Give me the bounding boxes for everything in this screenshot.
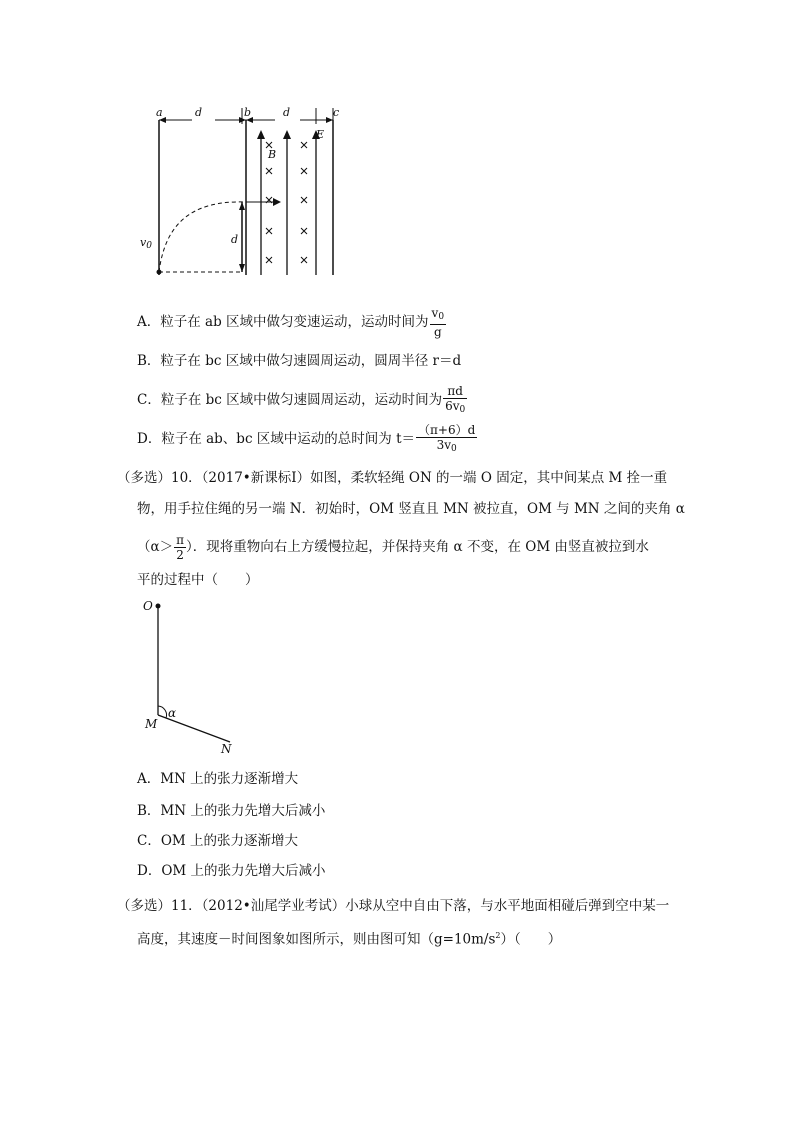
label-v0: $v_0$ <box>140 236 152 251</box>
q10-option-b[interactable]: B．MN 上的张力先增大后减小 <box>137 803 326 819</box>
q11-line-2: 高度，其速度－时间图象如图所示，则由图可知$(g=10m/s^2)$（ ） <box>137 931 562 948</box>
q10-option-c[interactable]: C．OM 上的张力逐渐增大 <box>137 833 299 849</box>
label-a: a <box>156 106 163 119</box>
rope-diagram <box>140 598 250 758</box>
label-d1: d <box>195 106 203 119</box>
label-O: O <box>143 599 153 613</box>
label-E: E <box>316 128 325 141</box>
field-diagram <box>130 100 360 285</box>
q9-option-a[interactable]: A．粒子在 ab 区域中做匀变速运动，运动时间为 $\frac{v_0}{g}$ <box>137 306 445 339</box>
q9-option-d[interactable]: D．粒子在 ab、bc 区域中运动的总时间为 t＝ $\frac{(\pi+6)d}{3v_0}$ <box>137 423 476 454</box>
q10-line-1: （多选）10．（2017•新课标Ⅰ）如图，柔软轻绳 ON 的一端 O 固定，其中间某点 M 拴一重 <box>117 470 668 486</box>
label-b: b <box>244 106 252 119</box>
q9-option-d-fraction: $\frac{(\pi+6)d}{3v_0}$ <box>418 423 476 454</box>
label-N: N <box>221 742 232 756</box>
label-d2: d <box>283 106 291 119</box>
q9-option-c-fraction: $\frac{\pi d}{6v_0}$ <box>445 384 466 415</box>
label-c: c <box>333 106 340 119</box>
q10-option-d[interactable]: D．OM 上的张力先增大后减小 <box>137 863 326 879</box>
q10-line-4: 平的过程中（ ） <box>137 572 259 588</box>
q10-line-3: （α＞ $\frac{\pi}{2}$ ）．现将重物向右上方缓慢拉起，并保持夹角 α 不变，在 OM 由竖直被拉到水 <box>137 533 649 562</box>
label-M: M <box>145 717 158 731</box>
q9-option-a-fraction: $\frac{v_0}{g}$ <box>431 306 445 339</box>
q10-line-2: 物，用手拉住绳的另一端 N．初始时，OM 竖直且 MN 被拉直，OM 与 MN 之间的夹角 α <box>137 501 685 517</box>
label-B: B <box>268 148 277 161</box>
q11-line-1: （多选）11．（2012•汕尾学业考试）小球从空中自由下落，与水平地面相碰后弹到空中某一 <box>117 898 670 914</box>
label-alpha: α <box>168 706 177 720</box>
label-d3: d <box>231 233 239 246</box>
q10-option-a[interactable]: A．MN 上的张力逐渐增大 <box>137 771 299 787</box>
q9-option-b[interactable]: B．粒子在 bc 区域中做匀速圆周运动，圆周半径 r＝d <box>137 353 462 369</box>
q10-pi-over-2: $\frac{\pi}{2}$ <box>176 533 185 562</box>
q9-option-c[interactable]: C．粒子在 bc 区域中做匀速圆周运动，运动时间为 $\frac{\pi d}{6v_0}$ <box>137 384 466 415</box>
